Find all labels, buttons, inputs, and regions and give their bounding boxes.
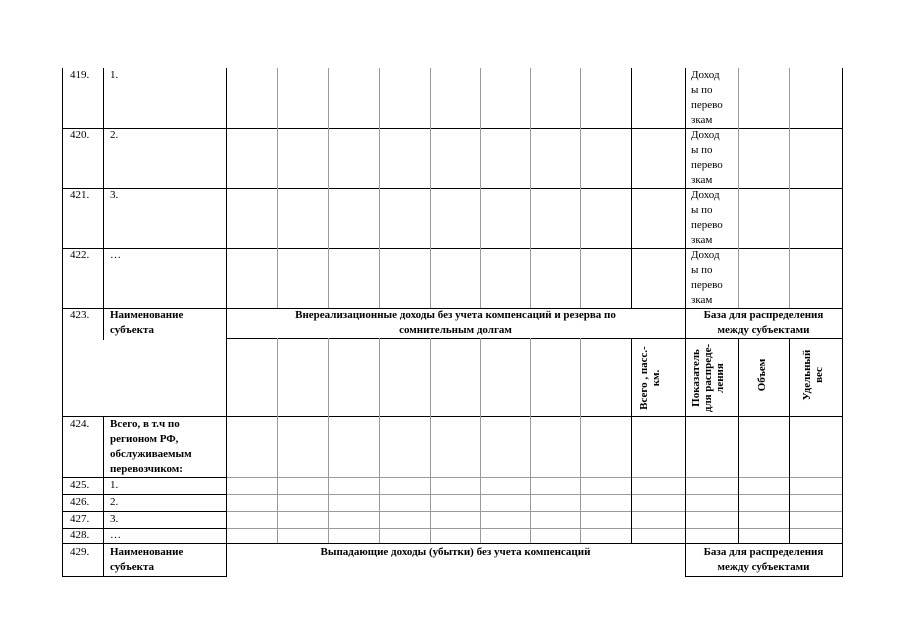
column-header-line: ления <box>714 363 726 393</box>
row-name: 1. <box>110 479 119 491</box>
vline <box>530 68 531 308</box>
row-label-line: зкам <box>691 114 713 126</box>
row-label-line: Доход <box>691 129 720 141</box>
row-number: 427. <box>70 513 90 525</box>
hline <box>226 511 842 512</box>
section-title-line: сомнительным долгам <box>399 324 512 336</box>
section-title-line: Выпадающие доходы (убытки) без учета компенсаций <box>320 546 591 558</box>
name-header-line: субъекта <box>110 324 154 336</box>
row-label-line: зкам <box>691 294 713 306</box>
name-header-line: Наименование <box>110 309 184 321</box>
vline <box>430 68 431 308</box>
base-header-line: База для распределения <box>703 309 824 321</box>
vline <box>631 338 632 543</box>
column-header-line: Всего , пасс.- <box>638 346 650 410</box>
row-label-line: Доход <box>691 189 720 201</box>
row-label-line: перево <box>691 159 723 171</box>
vline <box>789 68 790 308</box>
row-label-line: ы по <box>691 264 713 276</box>
row-name: … <box>110 249 121 261</box>
column-header-line: для распреде- <box>702 343 714 413</box>
hline <box>62 248 842 249</box>
column-header-line: вес <box>813 367 825 383</box>
row-label-line: ы по <box>691 204 713 216</box>
row-label-line: зкам <box>691 234 713 246</box>
total-row-line: регионом РФ, <box>110 433 179 445</box>
column-header-line: Показатель <box>690 349 702 407</box>
vline <box>277 68 278 308</box>
row-label-line: Доход <box>691 69 720 81</box>
row-number: 420. <box>70 129 90 141</box>
row-number: 419. <box>70 69 90 81</box>
hline <box>226 338 842 339</box>
hline <box>62 576 226 577</box>
row-number: 428. <box>70 529 90 541</box>
row-number: 426. <box>70 496 90 508</box>
row-label-line: перево <box>691 279 723 291</box>
vline <box>842 68 843 577</box>
column-header-total <box>638 342 662 414</box>
vline <box>277 338 278 543</box>
row-label-line: перево <box>691 99 723 111</box>
hline <box>62 543 842 544</box>
vline <box>62 68 63 577</box>
vline <box>480 68 481 308</box>
row-label-line: Доход <box>691 249 720 261</box>
row-name: 2. <box>110 496 119 508</box>
row-label-line: перево <box>691 219 723 231</box>
total-row-line: Всего, в т.ч по <box>110 418 180 430</box>
name-header-line: Наименование <box>110 546 184 558</box>
column-header-indicator <box>690 342 726 414</box>
hline <box>685 576 842 577</box>
column-header-weight <box>801 344 825 406</box>
row-label-line: зкам <box>691 174 713 186</box>
row-name: … <box>110 529 121 541</box>
column-header-line: Удельный <box>801 349 813 401</box>
base-header-line: База для распределения <box>703 546 824 558</box>
vline <box>379 68 380 308</box>
column-header-line: Объем <box>756 358 768 392</box>
row-label-line: ы по <box>691 84 713 96</box>
row-name: 2. <box>110 129 119 141</box>
hline <box>62 188 842 189</box>
hline <box>226 528 842 529</box>
vline <box>103 68 104 340</box>
vline <box>738 68 739 308</box>
vline <box>328 338 329 543</box>
name-header-line: субъекта <box>110 561 154 573</box>
vline <box>580 68 581 308</box>
column-header-line: км. <box>650 369 662 387</box>
vline <box>103 416 104 577</box>
vline <box>530 338 531 543</box>
hline <box>62 128 842 129</box>
row-name: 1. <box>110 69 119 81</box>
row-label-line: ы по <box>691 144 713 156</box>
total-row-line: обслуживаемым <box>110 448 192 460</box>
vline <box>789 338 790 543</box>
total-row-line: перевозчиком: <box>110 463 183 475</box>
vline <box>379 338 380 543</box>
row-name: 3. <box>110 513 119 525</box>
vline <box>631 68 632 308</box>
row-number: 425. <box>70 479 90 491</box>
vline <box>738 338 739 543</box>
column-header-volume <box>756 350 768 400</box>
row-number: 423. <box>70 309 90 321</box>
hline <box>226 477 842 478</box>
base-header-line: между субъектами <box>717 324 810 336</box>
row-name: 3. <box>110 189 119 201</box>
row-number: 429. <box>70 546 90 558</box>
base-header-line: между субъектами <box>717 561 810 573</box>
vline <box>430 338 431 543</box>
section-title-line: Внереализационные доходы без учета компенсаций и резерва по <box>295 309 616 321</box>
row-number: 422. <box>70 249 90 261</box>
row-number: 421. <box>70 189 90 201</box>
vline <box>580 338 581 543</box>
vline <box>328 68 329 308</box>
row-number: 424. <box>70 418 90 430</box>
hline <box>226 494 842 495</box>
vline <box>480 338 481 543</box>
